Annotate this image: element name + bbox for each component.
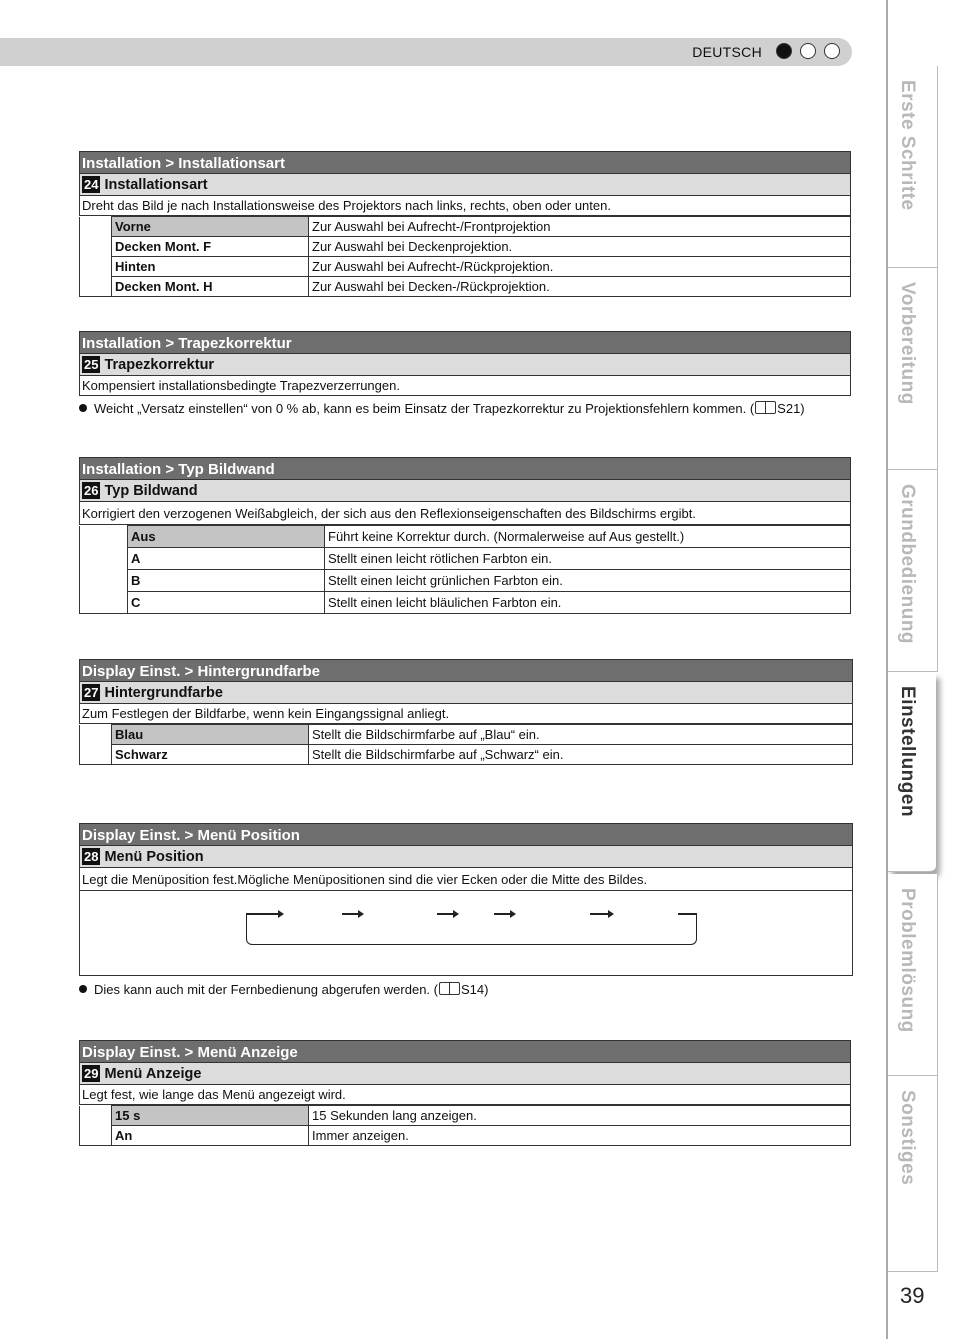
tab-einstellungen[interactable] bbox=[888, 672, 936, 872]
return-loop-icon bbox=[246, 913, 697, 945]
book-reference-icon bbox=[755, 401, 776, 414]
item-number: 27 bbox=[84, 685, 99, 700]
tab-vorbereitung[interactable] bbox=[888, 268, 938, 470]
option-key: Decken Mont. H bbox=[112, 277, 309, 297]
option-key: Hinten bbox=[112, 257, 309, 277]
option-key: Aus bbox=[128, 526, 325, 548]
option-text: Stellt einen leicht rötlichen Farbton ein. bbox=[325, 548, 851, 570]
option-row bbox=[80, 257, 851, 277]
bullet-icon bbox=[79, 985, 87, 993]
tab-sonstiges[interactable] bbox=[888, 1076, 938, 1272]
item-number: 28 bbox=[84, 849, 99, 864]
section-description: Zum Festlegen der Bildfarbe, wenn kein Eingangssignal anliegt. bbox=[79, 704, 853, 724]
tab-problemloesung[interactable] bbox=[888, 874, 938, 1076]
note-text: Dies kann auch mit der Fernbedienung abgerufen werden. ( bbox=[94, 982, 438, 997]
options-table bbox=[79, 1105, 851, 1146]
option-row bbox=[80, 277, 851, 297]
section-description: Kompensiert installationsbedingte Trapezverzerrungen. bbox=[79, 376, 851, 396]
option-key: Decken Mont. F bbox=[112, 237, 309, 257]
section-title bbox=[79, 846, 853, 868]
item-title: Menü Anzeige bbox=[104, 1065, 202, 1082]
option-row bbox=[80, 725, 853, 745]
item-number: 24 bbox=[84, 177, 99, 192]
section-menue-position bbox=[79, 823, 853, 997]
dot-empty-icon bbox=[800, 43, 816, 59]
bullet-icon bbox=[79, 404, 87, 412]
section-description: Legt die Menüposition fest.Mögliche Menüpositionen sind die vier Ecken oder die Mitte des Bildes. bbox=[79, 868, 853, 891]
option-row bbox=[80, 217, 851, 237]
section-path: Installation > Trapezkorrektur bbox=[79, 331, 851, 354]
tab-label: Sonstiges bbox=[897, 1090, 918, 1186]
option-key: Schwarz bbox=[112, 745, 309, 765]
item-number: 26 bbox=[84, 483, 99, 498]
option-row bbox=[80, 548, 851, 570]
section-path: Display Einst. > Menü Position bbox=[79, 823, 853, 846]
item-title: Trapezkorrektur bbox=[104, 356, 215, 373]
section-hintergrundfarbe bbox=[79, 659, 853, 765]
item-title: Typ Bildwand bbox=[104, 482, 198, 499]
option-key: 15 s bbox=[112, 1106, 309, 1126]
note-reference[interactable]: S14) bbox=[461, 982, 489, 997]
option-row bbox=[80, 592, 851, 614]
option-text: Zur Auswahl bei Aufrecht-/Rückprojektion. bbox=[309, 257, 851, 277]
options-table bbox=[79, 525, 851, 614]
section-path: Installation > Typ Bildwand bbox=[79, 457, 851, 480]
tab-label: Grundbedienung bbox=[897, 484, 918, 645]
section-title bbox=[79, 480, 851, 502]
options-table bbox=[79, 216, 851, 297]
section-description: Korrigiert den verzogenen Weißabgleich, der sich aus den Reflexionseigenschaften des Bildschirms ergibt. bbox=[79, 502, 851, 525]
option-text: Zur Auswahl bei Aufrecht-/Frontprojektion bbox=[309, 217, 851, 237]
tab-label: Problemlösung bbox=[897, 888, 918, 1033]
option-key: B bbox=[128, 570, 325, 592]
position-cycle-diagram bbox=[79, 891, 853, 976]
dot-empty-icon bbox=[824, 43, 840, 59]
item-title: Installationsart bbox=[104, 176, 208, 193]
option-row bbox=[80, 526, 851, 548]
option-row bbox=[80, 570, 851, 592]
option-row bbox=[80, 237, 851, 257]
option-key: An bbox=[112, 1126, 309, 1146]
option-text: Stellt die Bildschirmfarbe auf „Schwarz“ ein. bbox=[309, 745, 853, 765]
progress-dots bbox=[776, 43, 840, 59]
option-key: Vorne bbox=[112, 217, 309, 237]
option-row bbox=[80, 1106, 851, 1126]
book-reference-icon bbox=[439, 982, 460, 995]
section-path: Display Einst. > Hintergrundfarbe bbox=[79, 659, 853, 682]
section-title bbox=[79, 174, 851, 196]
page-number: 39 bbox=[900, 1283, 925, 1308]
option-row bbox=[80, 745, 853, 765]
tab-label: Einstellungen bbox=[897, 686, 918, 818]
option-text: Stellt die Bildschirmfarbe auf „Blau“ ein. bbox=[309, 725, 853, 745]
option-text: Immer anzeigen. bbox=[309, 1126, 851, 1146]
section-path: Display Einst. > Menü Anzeige bbox=[79, 1040, 851, 1063]
section-title bbox=[79, 354, 851, 376]
section-path: Installation > Installationsart bbox=[79, 151, 851, 174]
option-text: Führt keine Korrektur durch. (Normalerweise auf Aus gestellt.) bbox=[325, 526, 851, 548]
section-title bbox=[79, 682, 853, 704]
note bbox=[79, 982, 853, 997]
section-menue-anzeige bbox=[79, 1040, 851, 1146]
language-label: DEUTSCH bbox=[692, 44, 762, 60]
section-description: Legt fest, wie lange das Menü angezeigt wird. bbox=[79, 1085, 851, 1105]
chapter-sidebar bbox=[886, 0, 954, 1339]
tab-grundbedienung[interactable] bbox=[888, 470, 938, 672]
option-text: Zur Auswahl bei Deckenprojektion. bbox=[309, 237, 851, 257]
option-row bbox=[80, 1126, 851, 1146]
option-key: Blau bbox=[112, 725, 309, 745]
note-text: Weicht „Versatz einstellen“ von 0 % ab, kann es beim Einsatz der Trapezkorrektur zu Projektionsfehlern kommen. ( bbox=[94, 401, 755, 416]
option-text: Zur Auswahl bei Decken-/Rückprojektion. bbox=[309, 277, 851, 297]
note-reference[interactable]: S21) bbox=[777, 401, 805, 416]
option-key: C bbox=[128, 592, 325, 614]
dot-filled-icon bbox=[776, 43, 792, 59]
item-title: Hintergrundfarbe bbox=[104, 684, 223, 701]
option-key: A bbox=[128, 548, 325, 570]
item-number: 25 bbox=[84, 357, 99, 372]
options-table bbox=[79, 724, 853, 765]
option-text: 15 Sekunden lang anzeigen. bbox=[309, 1106, 851, 1126]
option-text: Stellt einen leicht bläulichen Farbton ein. bbox=[325, 592, 851, 614]
tab-label: Vorbereitung bbox=[897, 282, 918, 405]
item-title: Menü Position bbox=[104, 848, 204, 865]
section-trapezkorrektur bbox=[79, 331, 851, 416]
section-title bbox=[79, 1063, 851, 1085]
section-installationsart bbox=[79, 151, 851, 297]
section-description: Dreht das Bild je nach Installationsweise des Projektors nach links, rechts, oben oder unten. bbox=[79, 196, 851, 216]
note bbox=[79, 401, 851, 416]
tab-label: Erste Schritte bbox=[897, 80, 918, 211]
section-typ-bildwand bbox=[79, 457, 851, 614]
header-bar bbox=[0, 38, 852, 66]
tab-erste-schritte[interactable] bbox=[888, 66, 938, 268]
option-text: Stellt einen leicht grünlichen Farbton ein. bbox=[325, 570, 851, 592]
item-number: 29 bbox=[84, 1066, 99, 1081]
